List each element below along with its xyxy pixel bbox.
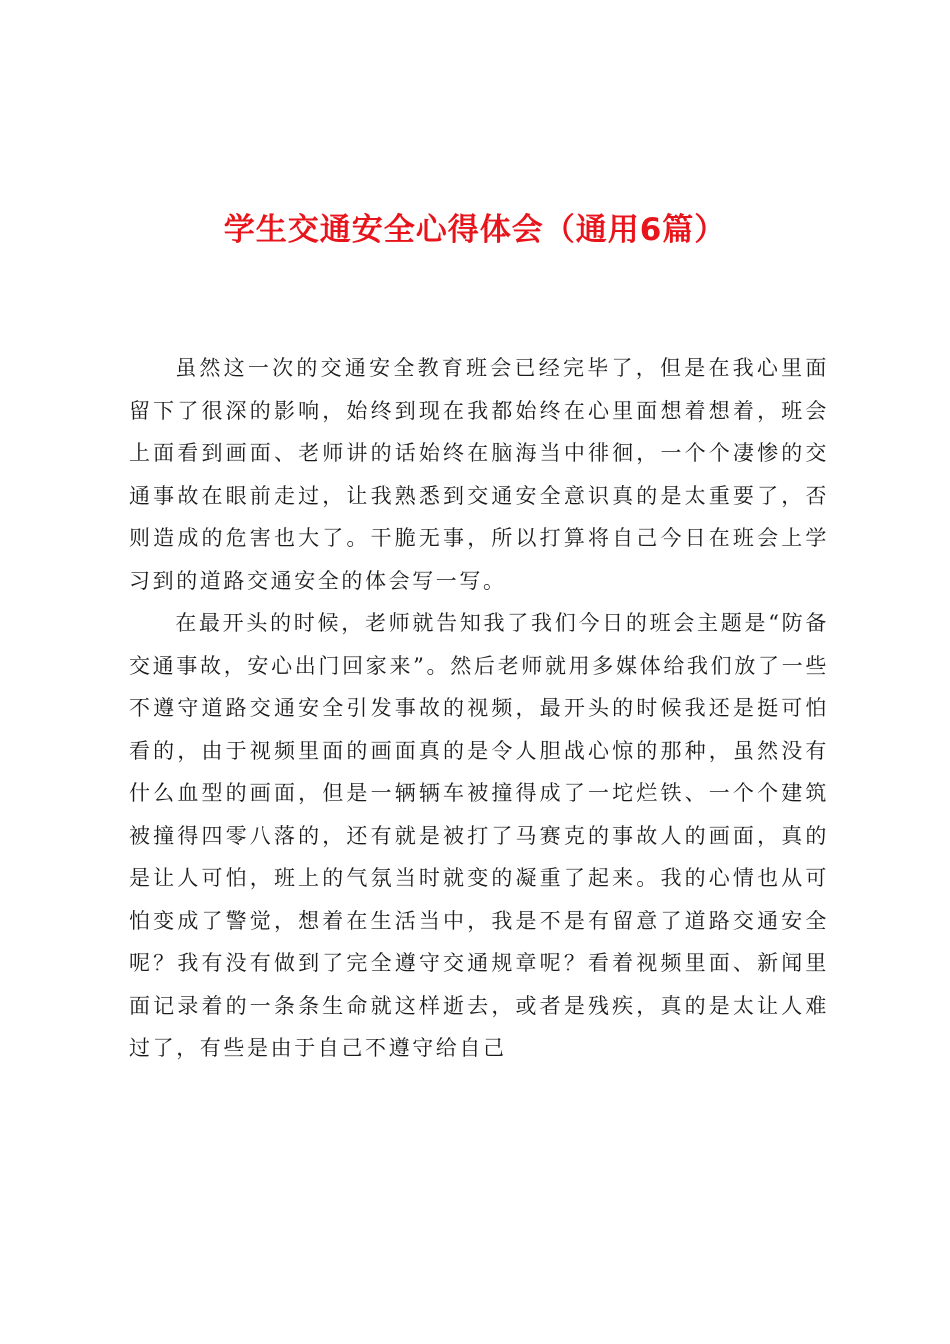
document-body [129,347,829,1070]
document-title: 学生交通安全心得体会（通用6篇） [223,212,727,248]
paragraph-1: 虽然这一次的交通安全教育班会已经完毕了，但是在我心里面留下了很深的影响，始终到现在我都始终在心里面想着想着，班会上面看到画面、老师讲的话始终在脑海当中徘徊，一个个凄惨的交通事故在眼前走过，让我熟悉到交通安全意识真的是太重要了，否则造成的危害也大了。干脆无事，所以打算将自己今日在班会上学习到的道路交通安全的体会写一写。 [129,356,829,593]
paragraph-2: 在最开头的时候，老师就告知我了我们今日的班会主题是“防备交通事故，安心出门回家来”。然后老师就用多媒体给我们放了一些不遵守道路交通安全引发事故的视频，最开头的时候我还是挺可怕看的，由于视频里面的画面真的是令人胆战心惊的那种，虽然没有什么血型的画面，但是一辆辆车被撞得成了一坨烂铁、一个个建筑被撞得四零八落的，还有就是被打了马赛克的事故人的画面，真的是让人可怕，班上的气氛当时就变的凝重了起来。我的心情也从可怕变成了警觉，想着在生活当中，我是不是有留意了道路交通安全呢？我有没有做到了完全遵守交通规章呢？看着视频里面、新闻里面记录着的一条条生命就这样逝去，或者是残疾，真的是太让人难过了，有些是由于自己不遵守给自己 [129,611,829,1060]
